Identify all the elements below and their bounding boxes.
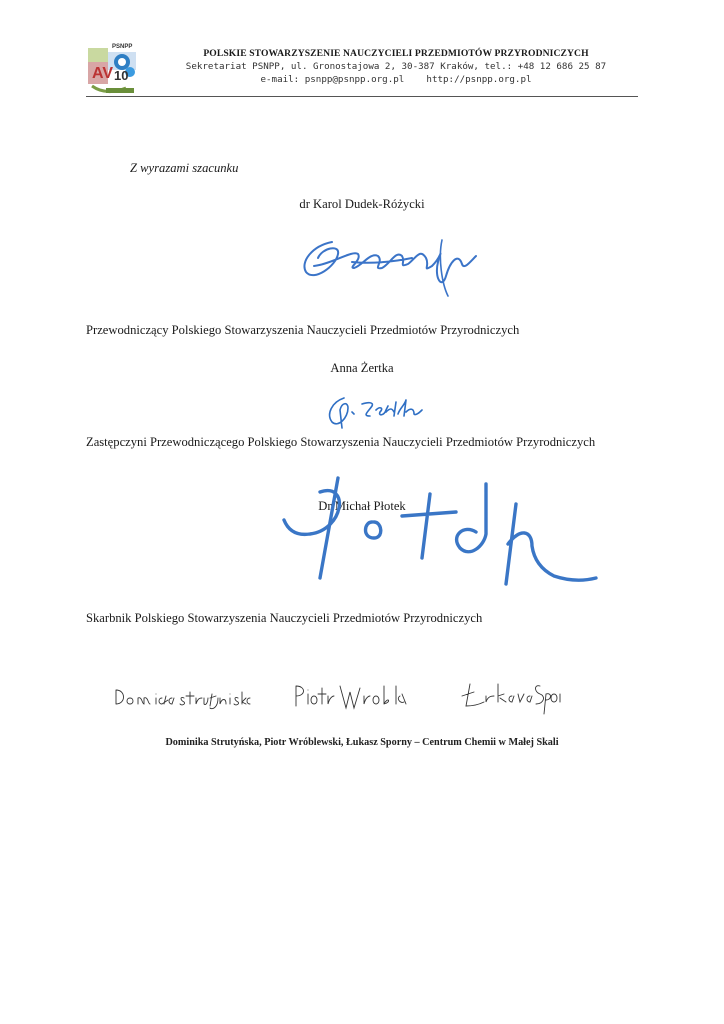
signature-sporny: [460, 680, 564, 718]
signature-strutynska: [112, 682, 252, 712]
signature-wroblewski: [292, 682, 408, 716]
organization-name: POLSKIE STOWARZYSZENIE NAUCZYCIELI PRZEDMIOTÓW PRZYRODNICZYCH: [203, 48, 589, 59]
signatory2-name: Anna Żertka: [330, 361, 394, 375]
svg-text:AV: AV: [92, 65, 114, 82]
address-line: Sekretariat PSNPP, ul. Gronostajowa 2, 30-387 Kraków, tel.: +48 12 686 25 87: [185, 61, 607, 72]
signatory2-role: Zastępczyni Przewodniczącego Polskiego Stowarzyszenia Nauczycieli Przedmiotów Przyrodniczych: [86, 435, 596, 449]
svg-text:10: 10: [114, 68, 129, 83]
signatory3-name: Dr Michał Płotek: [318, 499, 406, 513]
logo-text: PSNPP: [112, 44, 133, 50]
closing-phrase: Z wyrazami szacunku: [130, 161, 239, 175]
psnpp-logo: [86, 42, 138, 96]
header-divider: [86, 96, 638, 97]
signature-dudek-rozycki: [292, 222, 492, 300]
signatory1-role: Przewodniczący Polskiego Stowarzyszenia Nauczycieli Przedmiotów Przyrodniczych: [86, 323, 520, 337]
signatory1-name: dr Karol Dudek-Różycki: [299, 197, 425, 211]
authors-footer: Dominika Strutyńska, Piotr Wróblewski, Łukasz Sporny – Centrum Chemii w Małej Skali: [165, 737, 559, 748]
letterhead: [152, 47, 640, 86]
signatory3-role: Skarbnik Polskiego Stowarzyszenia Nauczycieli Przedmiotów Przyrodniczych: [86, 611, 483, 625]
signature-zertka: [322, 392, 432, 432]
contact-line: e-mail: psnpp@psnpp.org.pl http://psnpp.org.pl: [260, 74, 532, 85]
signature-plotek: [280, 474, 600, 594]
